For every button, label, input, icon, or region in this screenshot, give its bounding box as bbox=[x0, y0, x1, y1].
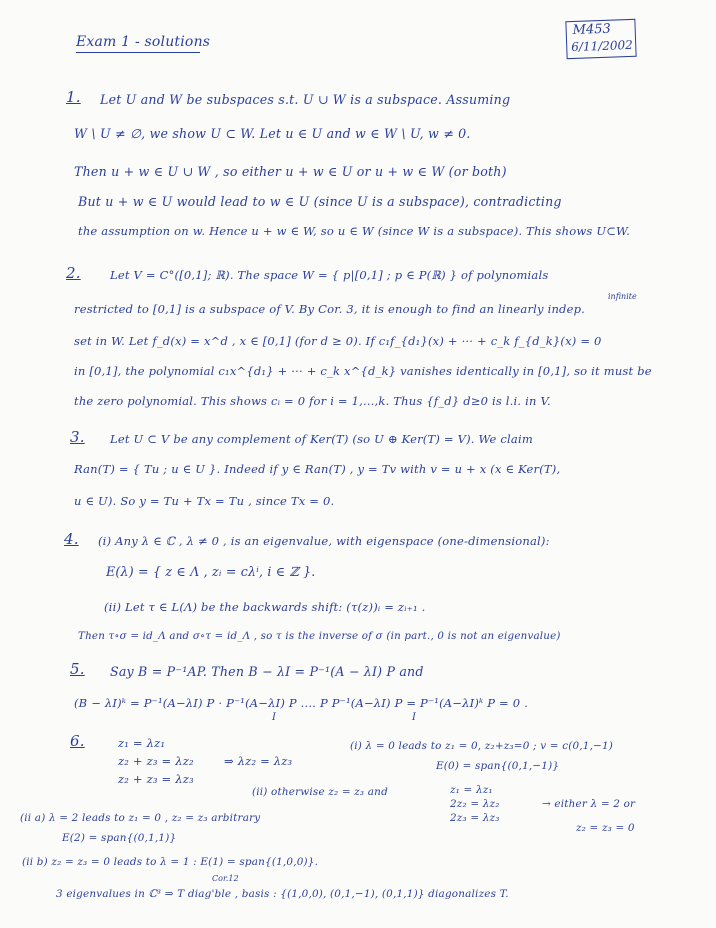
course-code: M453 bbox=[572, 21, 612, 38]
problem-6-case-iia: (ii a) λ = 2 leads to z₁ = 0 , z₂ = z₃ arbitrary bbox=[20, 812, 261, 824]
problem-1-line-5: the assumption on w. Hence u + w ∈ W, so u ∈ W (since W is a subspace). This shows U⊂W. bbox=[78, 224, 630, 238]
problem-6-implies: ⇒ λz₂ = λz₃ bbox=[224, 754, 293, 768]
problem-4-line-4: Then τ∘σ = id_Λ and σ∘τ = id_Λ , so τ is the inverse of σ (in part., 0 is not an eigenvalue) bbox=[78, 630, 561, 642]
problem-4-number: 4. bbox=[64, 530, 79, 548]
problem-6-or-case: z₂ = z₃ = 0 bbox=[576, 822, 635, 834]
title-underline bbox=[76, 52, 200, 53]
problem-1-number: 1. bbox=[66, 88, 81, 106]
problem-5-number: 5. bbox=[70, 660, 85, 678]
problem-2-number: 2. bbox=[66, 264, 81, 282]
problem-2-line-1: Let V = C°([0,1]; ℝ). The space W = { p|[0,1] ; p ∈ P(ℝ) } of polynomials bbox=[110, 268, 549, 282]
problem-6-conclusion: 3 eigenvalues in ℂ³ ⇒ T diag'ble , basis : {(1,0,0), (0,1,−1), (0,1,1)} diagonalizes T. bbox=[56, 888, 509, 900]
problem-2-line-5: the zero polynomial. This shows cᵢ = 0 for i = 1,...,k. Thus {f_d} d≥0 is l.i. in V. bbox=[74, 394, 551, 408]
problem-2-line-3: set in W. Let f_d(x) = x^d , x ∈ [0,1] (for d ≥ 0). If c₁f_{d₁}(x) + ··· + c_k f_{d_k}(x) = 0 bbox=[74, 334, 602, 348]
problem-1-line-3: Then u + w ∈ U ∪ W , so either u + w ∈ U or u + w ∈ W (or both) bbox=[74, 164, 507, 179]
problem-6-case-iib: (ii b) z₂ = z₃ = 0 leads to λ = 1 : E(1) = span{(1,0,0)}. bbox=[22, 856, 319, 868]
problem-5-line-2: (B − λI)ᵏ = P⁻¹(A−λI) P · P⁻¹(A−λI) P .... P P⁻¹(A−λI) P = P⁻¹(A−λI)ᵏ P = 0 . bbox=[74, 696, 528, 710]
problem-2-line-4: in [0,1], the polynomial c₁x^{d₁} + ··· + c_k x^{d_k} vanishes identically in [0,1], so it must be bbox=[74, 364, 652, 378]
problem-6-system2-3: 2z₃ = λz₃ bbox=[450, 812, 500, 824]
problem-3-line-2: Ran(T) = { Tu ; u ∈ U }. Indeed if y ∈ Ran(T) , y = Tv with v = u + x (x ∈ Ker(T), bbox=[74, 462, 561, 476]
problem-5-identity-mark-1: I bbox=[272, 712, 277, 723]
problem-3-number: 3. bbox=[70, 428, 85, 446]
problem-4-line-3: (ii) Let τ ∈ L(Λ) be the backwards shift: (τ(z))ᵢ = zᵢ₊₁ . bbox=[104, 600, 426, 614]
problem-6-system2-2: 2z₂ = λz₂ bbox=[450, 798, 500, 810]
problem-3-line-3: u ∈ U). So y = Tu + Tx = Tu , since Tx = 0. bbox=[74, 494, 335, 508]
problem-4-line-2: E(λ) = { z ∈ Λ , zᵢ = cλⁱ, i ∈ ℤ }. bbox=[106, 564, 316, 579]
problem-6-system-3: z₂ + z₃ = λz₃ bbox=[118, 772, 194, 786]
problem-3-line-1: Let U ⊂ V be any complement of Ker(T) (so U ⊕ Ker(T) = V). We claim bbox=[110, 432, 533, 446]
problem-4-line-1: (i) Any λ ∈ ℂ , λ ≠ 0 , is an eigenvalue, with eigenspace (one-dimensional): bbox=[98, 534, 550, 548]
problem-6-either: → either λ = 2 or bbox=[542, 798, 636, 810]
problem-1-line-1: Let U and W be subspaces s.t. U ∪ W is a subspace. Assuming bbox=[100, 92, 511, 107]
problem-6-case-ii: (ii) otherwise z₂ = z₃ and bbox=[252, 786, 388, 798]
problem-2-line-2: restricted to [0,1] is a subspace of V. By Cor. 3, it is enough to find an linearly indep. bbox=[74, 302, 586, 316]
problem-5-line-1: Say B = P⁻¹AP. Then B − λI = P⁻¹(A − λI) P and bbox=[110, 664, 424, 679]
problem-1-line-4: But u + w ∈ U would lead to w ∈ U (since U is a subspace), contradicting bbox=[78, 194, 562, 209]
problem-6-cor-note: Cor.12 bbox=[212, 874, 239, 883]
page-title: Exam 1 - solutions bbox=[76, 34, 211, 50]
problem-2-infinite-note: infinite bbox=[608, 292, 637, 301]
course-date-box bbox=[565, 19, 636, 59]
problem-5-identity-mark-2: I bbox=[412, 712, 417, 723]
problem-6-case-i-eigenspace: E(0) = span{(0,1,−1)} bbox=[436, 760, 560, 772]
problem-6-number: 6. bbox=[70, 732, 85, 750]
exam-date: 6/11/2002 bbox=[571, 37, 634, 55]
problem-6-system2-1: z₁ = λz₁ bbox=[450, 784, 493, 796]
problem-6-case-iia-eigenspace: E(2) = span{(0,1,1)} bbox=[62, 832, 177, 844]
problem-6-system-1: z₁ = λz₁ bbox=[118, 736, 166, 750]
problem-6-case-i: (i) λ = 0 leads to z₁ = 0, z₂+z₃=0 ; v = c(0,1,−1) bbox=[350, 740, 614, 752]
problem-6-system-2: z₂ + z₃ = λz₂ bbox=[118, 754, 194, 768]
problem-1-line-2: W \ U ≠ ∅, we show U ⊂ W. Let u ∈ U and w ∈ W \ U, w ≠ 0. bbox=[74, 126, 471, 141]
